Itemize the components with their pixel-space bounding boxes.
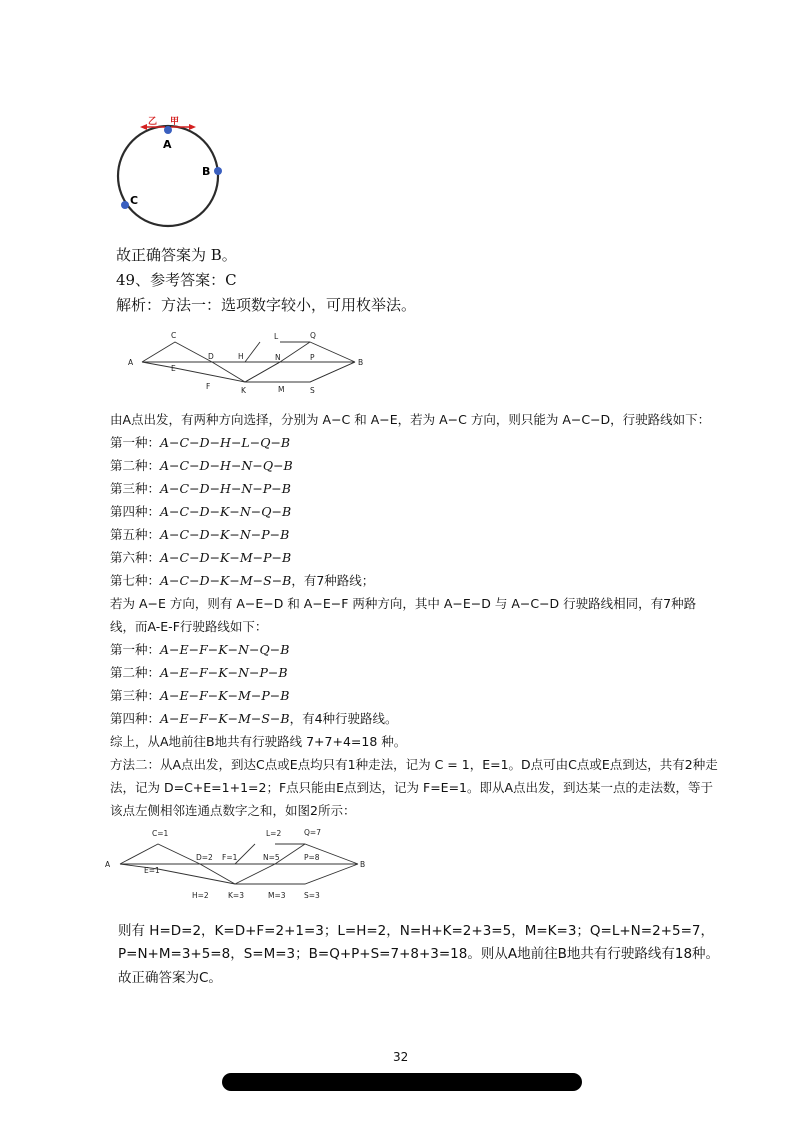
method2-line1: 方法二：从A点出发，到达C点或E点均只有1种走法，记为 C = 1，E=1。D点可由C点或E点到达，共有2种走 <box>110 757 718 772</box>
answer48-text: 故正确答案为 B。 <box>116 246 237 264</box>
label-A: A <box>163 138 172 151</box>
q49-heading: 49、参考答案：C <box>116 271 237 289</box>
count-C: C=1 <box>152 829 169 838</box>
node-L: L <box>274 332 279 341</box>
node-N: N <box>275 353 281 362</box>
count-Q: Q=7 <box>304 828 321 837</box>
count-D: D=2 <box>196 853 213 862</box>
route-list-item: 第四种：A−C−D−K−N−Q−B <box>110 504 292 519</box>
route-network-diagram <box>120 325 370 400</box>
conclusion-line2: P=N+M=3+5=8，S=M=3；B=Q+P+S=7+8+3=18。则从A地前往B地共有行驶路线有18种。 <box>118 946 720 962</box>
count-F: H=2 <box>192 891 209 900</box>
label-C: C <box>130 194 139 207</box>
label-jia: 甲 <box>170 117 180 127</box>
method1-summary: 综上，从A地前往B地共有行驶路线 7+7+4=18 种。 <box>110 734 407 749</box>
analysis-text: 解析：方法一：选项数字较小，可用枚举法。 <box>116 296 417 314</box>
node-D: D <box>208 352 214 361</box>
route-list-item: 第六种：A−C−D−K−M−P−B <box>110 550 292 565</box>
ae-paragraph-line2: 线，而A-E-F行驶路线如下： <box>110 619 268 634</box>
count-B: B <box>360 860 366 869</box>
node-S: S <box>310 386 315 395</box>
label-B: B <box>202 165 211 178</box>
node-K: K <box>241 386 246 395</box>
route-list-item: 第三种：A−E−F−K−M−P−B <box>110 688 290 703</box>
route-list-item: 第五种：A−C−D−K−N−P−B <box>110 527 290 542</box>
node-C: C <box>171 331 177 340</box>
footer-bar <box>222 1073 582 1091</box>
node-Q: Q <box>310 331 316 340</box>
route-list-item: 第三种：A−C−D−H−N−P−B <box>110 481 291 496</box>
node-A: A <box>128 358 134 367</box>
circle-diagram <box>110 114 230 234</box>
count-E: E=1 <box>144 866 160 875</box>
point-C <box>121 201 129 209</box>
node-E: E <box>171 364 176 373</box>
conclusion-line1: 则有 H=D=2，K=D+F=2+1=3；L=H=2，N=H+K=2+3=5，M=K=3；Q=L+N=2+5=7， <box>118 923 714 939</box>
arrow-yi-head <box>140 124 147 130</box>
count-K: K=3 <box>228 891 244 900</box>
method2-line3: 该点左侧相邻连通点数字之和，如图2所示： <box>110 803 356 818</box>
arrow-jia-head <box>189 124 196 130</box>
route-list-item: 第二种：A−E−F−K−N−P−B <box>110 665 288 680</box>
route-list-item: 第二种：A−C−D−H−N−Q−B <box>110 458 293 473</box>
route-count-diagram <box>100 824 380 904</box>
route-list-item: 第四种：A−E−F−K−M−S−B，有4种行驶路线。 <box>110 711 398 726</box>
count-N: N=5 <box>263 853 280 862</box>
node-B: B <box>358 358 364 367</box>
page-number: 32 <box>393 1050 409 1064</box>
node-P: P <box>310 353 315 362</box>
node-M: M <box>278 385 285 394</box>
label-yi: 乙 <box>148 117 158 127</box>
route-list-item: 第七种：A−C−D−K−M−S−B，有7种路线； <box>110 573 375 588</box>
method2-line2: 法，记为 D=C+E=1+1=2；F点只能由E点到达，记为 F=E=1。即从A点出发，到达某一点的走法数，等于 <box>110 780 714 795</box>
point-A <box>164 126 172 134</box>
conclusion-line3: 故正确答案为C。 <box>118 970 222 986</box>
ae-paragraph-line1: 若为 A−E 方向，则有 A−E−D 和 A−E−F 两种方向，其中 A−E−D 与 A−C−D 行驶路线相同，有7种路 <box>110 596 697 611</box>
node-F: F <box>206 382 211 391</box>
count-L: L=2 <box>266 829 282 838</box>
route-list-item: 第一种：A−C−D−H−L−Q−B <box>110 435 291 450</box>
count-H: F=1 <box>222 853 238 862</box>
count-P: P=8 <box>304 853 320 862</box>
count-M: M=3 <box>268 891 286 900</box>
count-A: A <box>105 860 111 869</box>
point-B <box>214 167 222 175</box>
node-H: H <box>238 352 244 361</box>
method1-intro: 由A点出发，有两种方向选择，分别为 A−C 和 A−E，若为 A−C 方向，则只能为 A−C−D，行驶路线如下： <box>110 412 711 427</box>
count-S: S=3 <box>304 891 320 900</box>
route-list-item: 第一种：A−E−F−K−N−Q−B <box>110 642 290 657</box>
